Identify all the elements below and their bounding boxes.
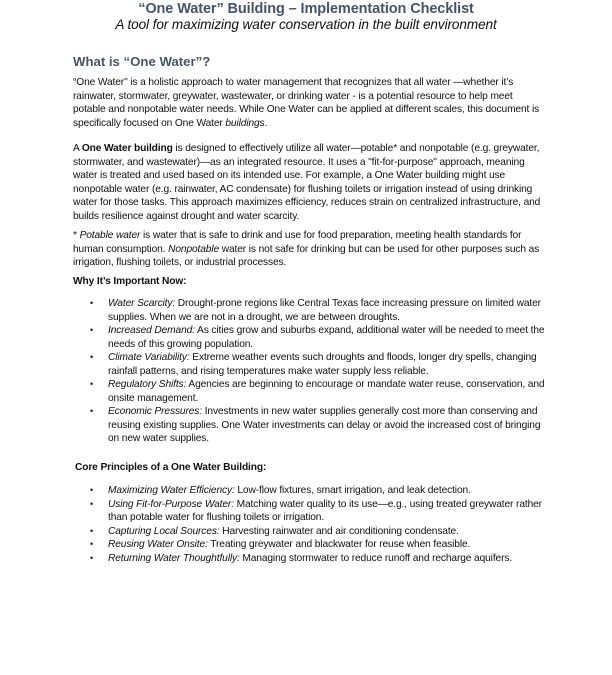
document-subtitle: A tool for maximizing water conservation in the built environment xyxy=(115,17,497,32)
definition-lead: A xyxy=(73,143,82,154)
list-item-term: Maximizing Water Efficiency: xyxy=(108,485,235,496)
intro-text-end: . xyxy=(264,117,268,129)
footnote-paragraph xyxy=(73,229,545,270)
intro-paragraph xyxy=(73,76,545,130)
list-item-text: As cities grow and suburbs expand, additional water will be needed to meet the needs of this growing population. xyxy=(108,325,545,350)
list-item-text: Agencies are beginning to encourage or mandate water reuse, conservation, and onsite management. xyxy=(108,379,545,404)
list-item-text: Managing stormwater to reduce runoff and recharge aquifers. xyxy=(239,552,513,564)
list-item-term: Using Fit-for-Purpose Water: xyxy=(108,498,234,510)
list-item-text: Extreme weather events such droughts and floods, longer dry spells, changing rainfall patterns, and rising temperatures make water supply less reliable. xyxy=(108,352,537,377)
list-item-term: Capturing Local Sources: xyxy=(108,525,220,537)
list-item-term: Economic Pressures: xyxy=(108,406,202,417)
list-item-term: Water Scarcity: xyxy=(108,298,176,309)
list-item xyxy=(73,525,545,539)
list-item xyxy=(73,552,545,566)
list-item-text: Investments in new water supplies generally cost more than conserving and reusing existing supplies. One Water investments can delay or avoid the increased cost of bringing on new water supplies. xyxy=(108,406,541,444)
list-item xyxy=(73,297,545,324)
list-item xyxy=(73,405,545,446)
bullet-icon: • xyxy=(90,485,94,495)
bullet-icon: • xyxy=(90,539,94,549)
section-heading-what-is-one-water: What is “One Water”? xyxy=(73,54,211,69)
list-item xyxy=(73,498,545,525)
list-item-text: Treating greywater and blackwater for reuse when feasible. xyxy=(207,539,471,550)
nonpotable-definition: water is not safe for drinking but can be used for other purposes such as irrigation, flushing toilets, or industrial processes. xyxy=(73,243,540,268)
definition-paragraph xyxy=(73,142,545,223)
core-principles-heading: Core Principles of a One Water Building: xyxy=(75,462,267,473)
list-item-term: Increased Demand: xyxy=(108,325,195,336)
bullet-icon: • xyxy=(90,379,94,389)
list-item xyxy=(73,351,545,378)
list-item xyxy=(73,378,545,405)
list-item-text: Low-flow fixtures, smart irrigation, and leak detection. xyxy=(234,485,471,496)
potable-definition: is water that is safe to drink and use for food preparation, meeting health standards for human consumption. xyxy=(73,230,522,255)
list-item-text: Drought-prone regions like Central Texas face increasing pressure on limited water supplies. When we are not in a drought, we are between droughts. xyxy=(108,298,541,323)
list-item-text: Harvesting rainwater and air conditioning condensate. xyxy=(219,525,459,537)
potable-term: Potable water xyxy=(79,230,141,241)
intro-emphasis: buildings xyxy=(225,117,265,129)
list-item-term: Returning Water Thoughtfully: xyxy=(108,552,240,564)
list-item xyxy=(73,324,545,351)
nonpotable-term: Nonpotable xyxy=(168,243,220,255)
bullet-icon: • xyxy=(90,498,94,509)
document-title: “One Water” Building – Implementation Checklist xyxy=(138,1,474,17)
why-important-list xyxy=(73,297,545,446)
why-important-heading: Why It’s Important Now: xyxy=(73,276,187,287)
definition-text: is designed to effectively utilize all water—potable* and nonpotable (e.g. greywater, stormwater, and wastewater)—as an integrated resource. It uses a "fit-for-purpose" approach, meaning water is treated and used based on its intended use. For example, a One Water building might use nonpotable water (e.g. rainwater, AC condensate) for flushing toilets or irrigation instead of using drinking water for those tasks. This approach maximizes efficiency, reduces strain on centralized infrastructure, and builds resilience against drought and water scarcity. xyxy=(73,143,541,222)
bullet-icon: • xyxy=(90,552,94,563)
intro-text: “One Water" is a holistic approach to water management that recognizes that all water —whether it’s rainwater, stormwater, greywater, wastewater, or drinking water - is a potential resource to help meet potable and nonpotable water needs. While One Water can be applied at different scales, this document is specifically focused on One Water xyxy=(73,77,540,129)
footnote-star: * xyxy=(73,230,80,241)
list-item xyxy=(73,484,545,498)
definition-bold-term: One Water building xyxy=(81,143,173,154)
list-item-term: Climate Variability: xyxy=(108,352,190,363)
bullet-icon: • xyxy=(90,325,94,335)
bullet-icon: • xyxy=(90,352,94,362)
core-principles-list xyxy=(73,484,545,565)
list-item xyxy=(73,538,545,552)
bullet-icon: • xyxy=(90,525,94,536)
list-item-term: Regulatory Shifts: xyxy=(108,379,187,390)
list-item-text: Matching water quality to its use—e.g., using treated greywater rather than potable water for flushing toilets or irrigation. xyxy=(108,498,542,523)
bullet-icon: • xyxy=(90,406,94,416)
list-item-term: Reusing Water Onsite: xyxy=(108,539,208,550)
bullet-icon: • xyxy=(90,298,94,308)
